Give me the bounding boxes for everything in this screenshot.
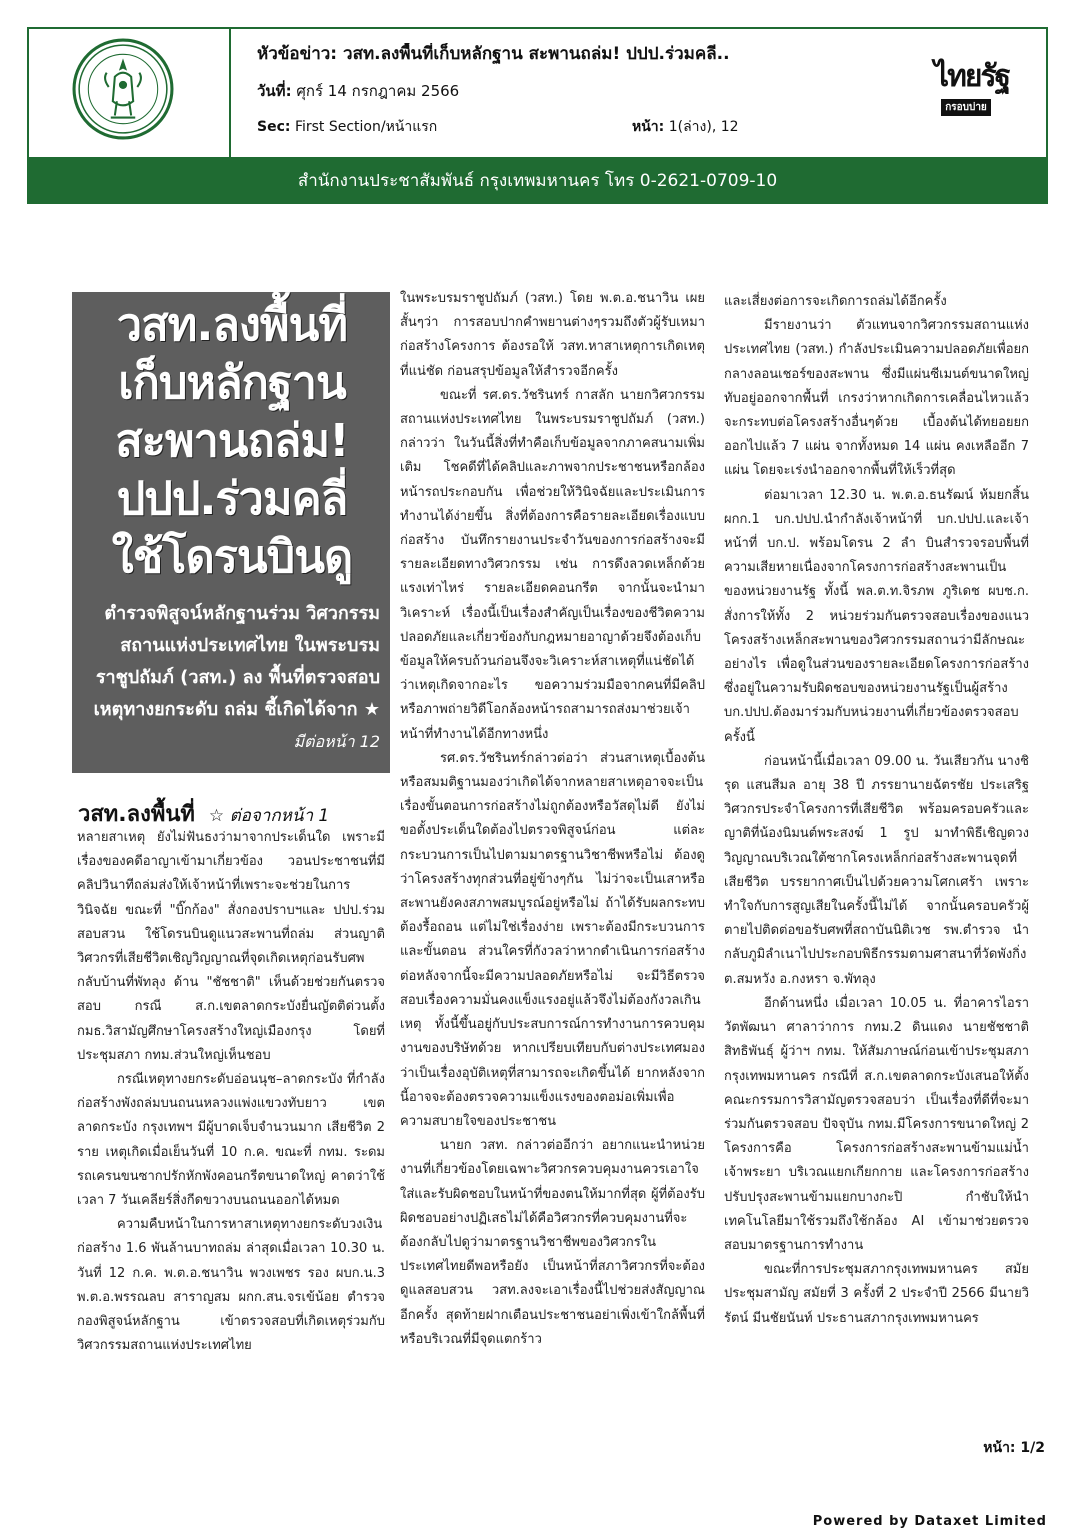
paragraph: ก่อนหน้านี้เมื่อเวลา 09.00 น. วันเสียวกัน นางชิรุด แสนสีมล อายุ 38 ปี ภรรยานายฉัตรชัย ประเสริฐ วิศวกรประจำโครงการที่เสียชีวิต พร้อมครอบครัวและญาติที่น้องนิมนต์พระสงฆ์ 1 รูป มาทำพิธีเชิญดวงวิญญาณบริเวณใต้ซากโครงเหล็กก่อสร้างสะพานจุดที่เสียชีวิต บรรยากาศเป็นไปด้วยความโศกเศร้า เพราะทำใจกับการสูญเสียในครั้งนี้ไม่ได้ จากนั้นครอบครัวผู้ตายไปติดต่อขอรับศพที่สถาบันนิติเวช รพ.ตำรวจ นำกลับภูมิลำเนาไปประกอบพิธีกรรมตามศาสนาที่วัดพังกิ่ง ต.สมหวัง อ.กงหรา จ.พัทลุง <box>724 753 1029 987</box>
paragraph: อีกด้านหนึ่ง เมื่อเวลา 10.05 น. ที่อาคารไอราวัตพัฒนา ศาลาว่าการ กทม.2 ดินแดง นายชัชชาติ สิทธิพันธุ์ ผู้ว่าฯ กทม. ให้สัมภาษณ์ก่อนเข้าประชุมสภากรุงเทพมหานคร กรณีที่ ส.ก.เขตลาดกระบังเสนอให้ตั้งคณะกรรมการวิสามัญตรวจสอบว่า เป็นเรื่องที่ดีที่จะมาร่วมกันตรวจสอบ ปัจจุบัน กทม.มีโครงการขนาดใหญ่ 2 โครงการคือ โครงการก่อสร้างสะพานข้ามแม่น้ำเจ้าพระยา บริเวณแยกเกียกกาย และโครงการก่อสร้างปรับปรุงสะพานข้ามแยกบางกะปิ กำชับให้นำเทคโนโลยีมาใช้รวมถึงใช้กล้อง AI เข้ามาช่วยตรวจสอบมาตรฐานการทำงาน <box>724 995 1029 1253</box>
paragraph: นายก วสท. กล่าวต่ออีกว่า อยากแนะนำหน่วยงานที่เกี่ยวข้องโดยเฉพาะวิศวกรควบคุมงานควรเอาใจใส่และรับผิดชอบในหน้าที่ของตนให้มากที่สุด ผู้ที่ต้องรับผิดชอบอย่างปฏิเสธไม่ได้คือวิศวกรที่ควบคุมงานที่จะต้องกลับไปดูว่ามาตรฐานวิชาชีพของวิศวกรในประเทศไทยดีพอหรือยัง เป็นหน้าที่สภาวิศวกรที่จะต้องดูแลสอบสวน วสท.ลงจะเอาเรื่องนี้ไปช่วยส่งสัญญาณอีกครั้ง สุดท้ายฝากเตือนประชาชนอย่าเพิ่งเข้าใกล้พื้นที่หรือบริเวณที่มีจุดแตกร้าว <box>400 1138 705 1347</box>
article-column-3 <box>724 290 1029 1331</box>
paragraph: รศ.ดร.วัชรินทร์กล่าวต่อว่า ส่วนสาเหตุเบื้องต้นหรือสมมติฐานมองว่าเกิดได้จากหลายสาเหตุอาจจะเป็นเรื่องขั้นตอนการก่อสร้างไม่ถูกต้องหรือวัสดุไม่ดี ยังไม่ขอตั้งประเด็นใดต้องไปตรวจพิสูจน์ก่อน แต่ละกระบวนการเป็นไปตามมาตรฐานวิชาชีพหรือไม่ ต้องดูว่าโครงสร้างทุกส่วนที่อยู่ข้างๆกัน ไม่ว่าจะเป็นเสาหรือสะพานยังคงสภาพสมบูรณ์อยู่หรือไม่ ถ้าได้รับผลกระทบต้องรื้อถอน แต่ไม่ใช่เรื่องง่าย เพราะต้องมีกระบวนการและขั้นตอน ส่วนใครที่กังวลว่าหากดำเนินการก่อสร้างต่อหลังจากนี้จะมีความปลอดภัยหรือไม่ จะมีวิธีตรวจสอบเรื่องความมั่นคงแข็งแรงอยู่แล้วจึงไม่ต้องกังวลเกินเหตุ ทั้งนี้ขึ้นอยู่กับประสบการณ์การทำงานการควบคุมงานของบริษัทด้วย หากเปรียบเทียบกับต่างประเทศมองว่าเป็นเรื่องอุบัติเหตุที่สามารถจะเกิดขึ้นได้ ยากหลังจากนี้อาจจะต้องตรวจความแข็งแรงของตอม่อเพิ่มเพื่อความสบายใจของประชาชน <box>400 750 705 1129</box>
news-title: วสท.ลงพื้นที่เก็บหลักฐาน สะพานถล่ม! ปปป.ร่วมคลี.. <box>343 44 730 64</box>
continuation-heading: วสท.ลงพื้นที่ ☆ ต่อจากหน้า 1 <box>78 802 330 827</box>
headline-subtext: ตำรวจพิสูจน์หลักฐานร่วม วิศวกรรมสถานแห่งประเทศไทย ในพระบรมราชูปถัมภ์ (วสท.) ลง พื้นที่ตรวจสอบเหตุทางยกระดับ ถล่ม ชี้เกิดได้จาก ★ มีต่อหน้า 12 <box>93 603 380 751</box>
brand-edition: กรอบบ่าย <box>941 99 991 116</box>
bma-seal-logo <box>72 38 174 140</box>
article-column-1 <box>77 826 385 1358</box>
article-column-2 <box>400 287 705 1352</box>
paragraph: ต่อมาเวลา 12.30 น. พ.ต.อ.ธนรัฒน์ ห้มยกสิ้น ผกก.1 บก.ปปป.นำกำลังเจ้าหน้าที่ บก.ปปป.และเจ้าหน้าที่ บก.ป. พร้อมโดรน 2 ลำ บินสำรวจรอบพื้นที่ความเสียหายเนื่องจากโครงการก่อสร้างสะพานเป็นของหน่วยงานรัฐ ทั้งนี้ พล.ต.ท.จิรภพ ภูริเดช ผบช.ก. สั่งการให้ทั้ง 2 หน่วยร่วมกันตรวจสอบเรื่องของแนวโครงสร้างเหล็กสะพานของวิศวกรรมสถานว่ามีลักษณะอย่างไร เพื่อดูในส่วนของรายละเอียดโครงการก่อสร้างซึ่งอยู่ในความรับผิดชอบของหน่วยงานรัฐเป็นผู้สร้าง บก.ปปป.ต้องมาร่วมกับหน่วยงานที่เกี่ยวข้องตรวจสอบครั้งนี้ <box>724 487 1029 745</box>
continued-note: มีต่อหน้า 12 <box>293 732 380 751</box>
paragraph: กรณีเหตุทางยกระดับอ่อนนุช–ลาดกระบัง ที่กำลังก่อสร้างพังถล่มบนถนนหลวงแพ่งแขวงทับยาว เขตลาดกระบัง กรุงเทพฯ มีผู้บาดเจ็บจำนวนมาก เสียชีวิต 2 ราย เหตุเกิดเมื่อเย็นวันที่ 10 ก.ค. ขณะที่ กทม. ระดมรถเครนขนซากปรักหักพังคอนกรีตขนาดใหญ่ คาดว่าใช้เวลา 7 วันเคลียร์สิ่งกีดขวางบนถนนออกได้หมด <box>77 1072 385 1209</box>
header-info <box>257 43 897 138</box>
paragraph: ขณะที่การประชุมสภากรุงเทพมหานคร สมัยประชุมสามัญ สมัยที่ 3 ครั้งที่ 2 ประจำปี 2566 มีนายวิรัตน์ มีนชัยนันท์ ประธานสภากรุงเทพมหานคร <box>724 1262 1029 1326</box>
paragraph: มีรายงานว่า ตัวแทนจากวิศวกรรมสถานแห่งประเทศไทย (วสท.) กำลังประเมินความปลอดภัยเพื่อยกกลางลอนเชอร์ของสะพาน ซึ่งมีแผ่นซีเมนต์ขนาดใหญ่ทับอยู่ออกจากพื้นที่ เกรงว่าหากเกิดการเคลื่อนไหวแล้วจะกระทบต่อโครงสร้างอื่นๆด้วย เบื้องต้นได้ทยอยยกออกไปแล้ว 7 แผ่น จากทั้งหมด 14 แผ่น คงเหลืออีก 7 แผ่น โดยจะเร่งนำออกจากพื้นที่ให้เร็วที่สุด <box>724 318 1029 479</box>
paragraph: หลายสาเหตุ ยังไม่ฟันธงว่ามาจากประเด็นใด เพราะมีเรื่องของคดีอาญาเข้ามาเกี่ยวข้อง วอนประชาชนที่มีคลิปวินาทีถล่มส่งให้เจ้าหน้าที่เพราะจะช่วยในการวินิจฉัย ขณะที่ "บิ๊กก้อง" สั่งกองปราบฯและ ปปป.ร่วมสอบสวน ใช้โดรนบินดูแนวสะพานที่ถล่ม ส่วนญาติวิศวกรที่เสียชีวิตเชิญวิญญาณที่จุดเกิดเหตุก่อนรับศพกลับบ้านที่พัทลุง ด้าน "ชัชชาติ" เห็นด้วยช่วยกันตรวจสอบ กรณี ส.ก.เขตลาดกระบังยื่นญัตติด่วนตั้งกมธ.วิสามัญศึกษาโครงสร้างใหญ่เมืองกรุง โดยที่ประชุมสภา กทม.ส่วนใหญ่เห็นชอบ <box>77 830 385 1063</box>
page-number: หน้า: 1/2 <box>983 1440 1045 1456</box>
news-section-line: Sec: First Section/หน้าแรก หน้า: 1(ล่าง), 12 <box>257 116 897 138</box>
news-date-line: วันที่: ศุกร์ 14 กรกฎาคม 2566 <box>257 82 460 100</box>
news-title-line: หัวข้อข่าว: วสท.ลงพื้นที่เก็บหลักฐาน สะพานถล่ม! ปปป.ร่วมคลี.. <box>257 44 730 64</box>
paragraph: ความคืบหน้าในการหาสาเหตุทางยกระดับวงเงินก่อสร้าง 1.6 พันล้านบาทถล่ม ล่าสุดเมื่อเวลา 10.30 น. วันที่ 12 ก.ค. พ.ต.อ.ชนาวิน พวงเพชร รอง ผบก.น.3 พ.ต.อ.พรรณลบ สาราญสม ผกก.สน.จรเข้น้อย ตำรวจกองพิสูจน์หลักฐาน เข้าตรวจสอบที่เกิดเหตุร่วมกับวิศวกรรมสถานแห่งประเทศไทย <box>77 1217 385 1354</box>
headline-box <box>72 292 390 773</box>
main-headline: วสท.ลงพื้นที่ เก็บหลักฐาน สะพานถล่ม! ปปป.ร่วมคลี่ ใช้โดรนบินดู <box>111 298 353 583</box>
continued-from: ☆ ต่อจากหน้า 1 <box>208 806 330 826</box>
news-section: First Section/หน้าแรก <box>294 119 438 135</box>
paragraph: และเสี่ยงต่อการจะเกิดการถล่มได้อีกครั้ง <box>724 294 947 309</box>
news-date: ศุกร์ 14 กรกฎาคม 2566 <box>296 82 460 100</box>
logo-cell <box>29 29 231 157</box>
paragraph: ในพระบรมราชูปถัมภ์ (วสท.) โดย พ.ต.อ.ชนาวิน เผยสั้นๆว่า การสอบปากคำพยานต่างๆรวมถึงตัวผู้รับเหมาก่อสร้างโครงการ ต้องรอให้ วสท.หาสาเหตุการเกิดเหตุที่แน่ชัด ก่อนสรุปข้อมูลให้สำรวจอีกครั้ง <box>400 291 705 379</box>
powered-by: Powered by Dataxet Limited <box>812 1514 1047 1529</box>
clipping-header <box>27 27 1048 159</box>
contact-banner: สำนักงานประชาสัมพันธ์ กรุงเทพมหานคร โทร 0-2621-0709-10 <box>27 159 1048 204</box>
paragraph: ขณะที่ รศ.ดร.วัชรินทร์ กาสลัก นายกวิศวกรรมสถานแห่งประเทศไทย ในพระบรมราชูปถัมภ์ (วสท.) กล่าวว่า ในวันนี้สิ่งที่ทำคือเก็บข้อมูลจากภาคสนามเพิ่มเติม โชคดีที่ได้คลิปและภาพจากประชาชนหรือกล้องหน้ารถประกอบกัน เพื่อช่วยให้วินิจฉัยและประเมินการทำงานได้ง่ายขึ้น สิ่งที่ต้องการคือรายละเอียดเรื่องแบบก่อสร้าง บันทึกรายงานประจำวันของการก่อสร้างจะมีรายละเอียดทางวิศวกรรม เช่น การดึงลวดเหล็กด้วยแรงเท่าไหร่ รายละเอียดคอนกรีต จากนั้นจะนำมาวิเคราะห์ เรื่องนี้เป็นเรื่องสำคัญเป็นเรื่องของชีวิตความปลอดภัยและเกี่ยวข้องกับกฎหมายอาญาด้วยจึงต้องเก็บข้อมูลให้ครบถ้วนก่อนจึงจะวิเคราะห์สาเหตุที่แน่ชัดได้ว่าเหตุเกิดจากอะไร ขอความร่วมมือจากคนที่มีคลิปหรือภาพถ่ายวิดีโอกล้องหน้ารถสามารถส่งมาช่วยเจ้าหน้าที่ทำงานได้อีกทางหนึ่ง <box>400 387 705 742</box>
thairath-logo <box>934 59 1010 116</box>
brand-name: ไทยรัฐ <box>934 59 1010 94</box>
news-page-ref: หน้า: 1(ล่าง), 12 <box>632 119 739 135</box>
